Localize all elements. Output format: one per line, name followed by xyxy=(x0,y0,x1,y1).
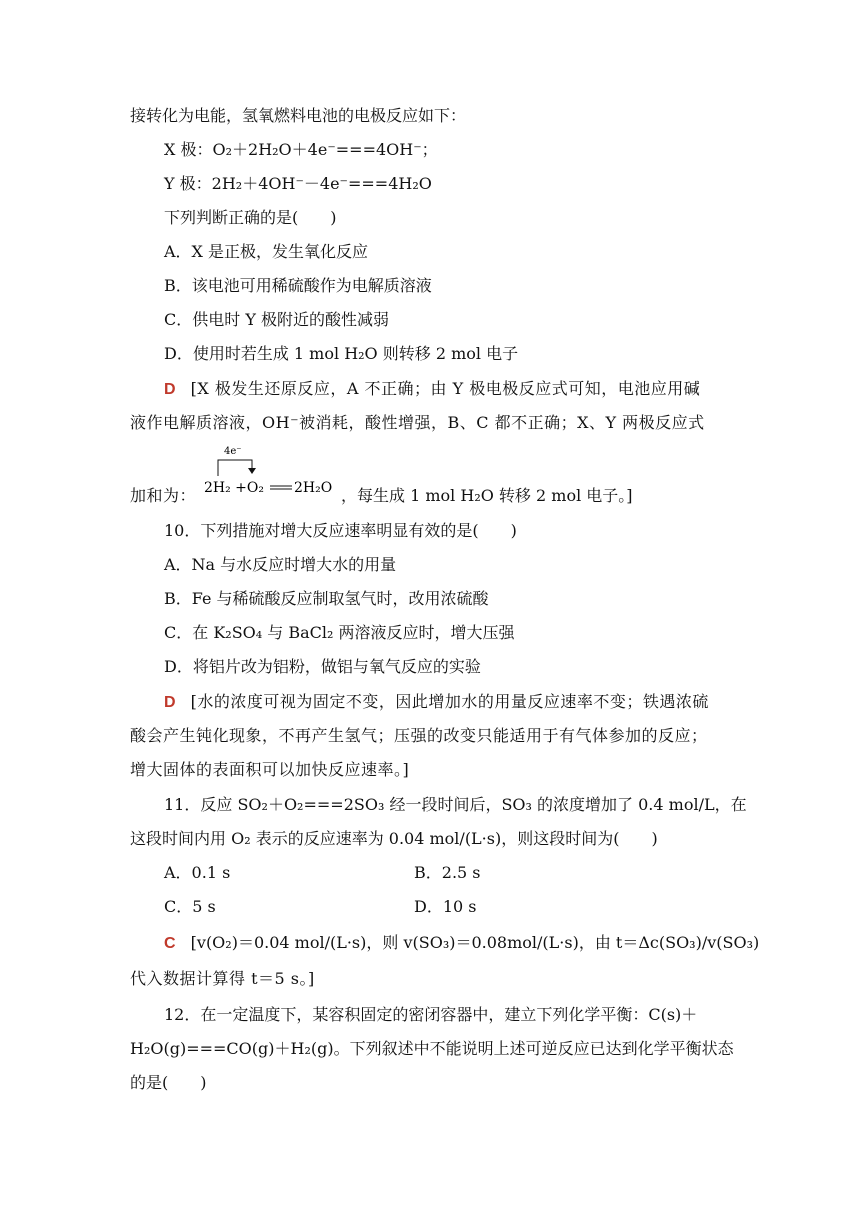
q11-option-d: D．10 s xyxy=(414,897,477,916)
electron-arrow-icon xyxy=(218,460,252,476)
intro-line: 接转化为电能，氢氧燃料电池的电极反应如下： xyxy=(130,106,467,125)
q12-stem-line1: 12．在一定温度下，某容积固定的密闭容器中，建立下列化学平衡：C(s)＋ xyxy=(164,1005,698,1024)
q11-explanation-line1 xyxy=(164,932,759,955)
q9-explanation-line1 xyxy=(164,378,700,401)
y-pole-equation: Y 极：2H₂＋4OH⁻－4e⁻===4H₂O xyxy=(164,174,432,193)
equation-right: 2H₂O xyxy=(294,480,333,496)
q9-exp-text: [X 极发生还原反应，A 不正确；由 Y 极电极反应式可知，电池应用碱 xyxy=(190,379,701,398)
q11-option-b: B．2.5 s xyxy=(414,863,481,882)
q9-explanation-prefix: 加和为： xyxy=(130,486,197,505)
q10-stem: 10．下列措施对增大反应速率明显有效的是( ) xyxy=(164,521,517,540)
q11-explanation-line2: 代入数据计算得 t＝5 s。] xyxy=(130,969,315,988)
electron-label: 4e⁻ xyxy=(224,446,242,457)
q10-option-b: B．Fe 与稀硫酸反应制取氢气时，改用浓硫酸 xyxy=(164,589,489,608)
q11-option-c: C．5 s xyxy=(164,897,216,916)
q11-answer: C xyxy=(164,935,176,952)
q11-option-a: A．0.1 s xyxy=(164,863,231,882)
q10-exp-text: [水的浓度可视为固定不变，因此增加水的用量反应速率不变；铁遇浓硫 xyxy=(190,692,709,711)
q10-option-d: D．将铝片改为铝粉，做铝与氧气反应的实验 xyxy=(164,657,481,676)
q10-option-c: C．在 K₂SO₄ 与 BaCl₂ 两溶液反应时，增大压强 xyxy=(164,623,515,642)
q10-explanation-line1 xyxy=(164,691,709,714)
q9-explanation-line2: 液作电解质溶液，OH⁻被消耗，酸性增强，B、C 都不正确；X、Y 两极反应式 xyxy=(130,413,705,432)
q9-explanation-suffix: ，每生成 1 mol H₂O 转移 2 mol 电子。] xyxy=(341,486,633,505)
q11-stem-line2: 这段时间内用 O₂ 表示的反应速率为 0.04 mol/(L·s)，则这段时间为( ) xyxy=(130,829,658,848)
q10-explanation-line2: 酸会产生钝化现象，不再产生氢气；压强的改变只能适用于有气体参加的反应； xyxy=(130,726,708,745)
q10-explanation-line3: 增大固体的表面积可以加快反应速率。] xyxy=(130,760,410,779)
q10-option-a: A．Na 与水反应时增大水的用量 xyxy=(164,555,397,574)
q12-stem-line2: H₂O(g)===CO(g)＋H₂(g)。下列叙述中不能说明上述可逆反应已达到化学平衡状态 xyxy=(130,1039,734,1058)
q10-answer: D xyxy=(164,694,176,711)
q11-exp-text: [v(O₂)＝0.04 mol/(L·s)，则 v(SO₃)＝0.08mol/(L·s)，由 t＝Δc(SO₃)/v(SO₃) xyxy=(190,933,760,952)
equation-left: 2H₂ +O₂ xyxy=(204,480,264,496)
q9-stem: 下列判断正确的是( ) xyxy=(164,208,337,227)
q12-stem-line3: 的是( ) xyxy=(130,1073,207,1092)
q9-option-c: C．供电时 Y 极附近的酸性减弱 xyxy=(164,310,389,329)
q11-stem-line1: 11．反应 SO₂＋O₂===2SO₃ 经一段时间后，SO₃ 的浓度增加了 0.4 mol/L，在 xyxy=(164,795,747,814)
x-pole-equation: X 极：O₂＋2H₂O＋4e⁻===4OH⁻； xyxy=(164,140,438,159)
q9-option-d: D．使用时若生成 1 mol H₂O 则转移 2 mol 电子 xyxy=(164,344,519,363)
q9-option-a: A．X 是正极，发生氧化反应 xyxy=(164,242,369,261)
q9-option-b: B．该电池可用稀硫酸作为电解质溶液 xyxy=(164,276,432,295)
electron-transfer-equation xyxy=(200,440,340,500)
q9-answer: D xyxy=(164,381,176,398)
